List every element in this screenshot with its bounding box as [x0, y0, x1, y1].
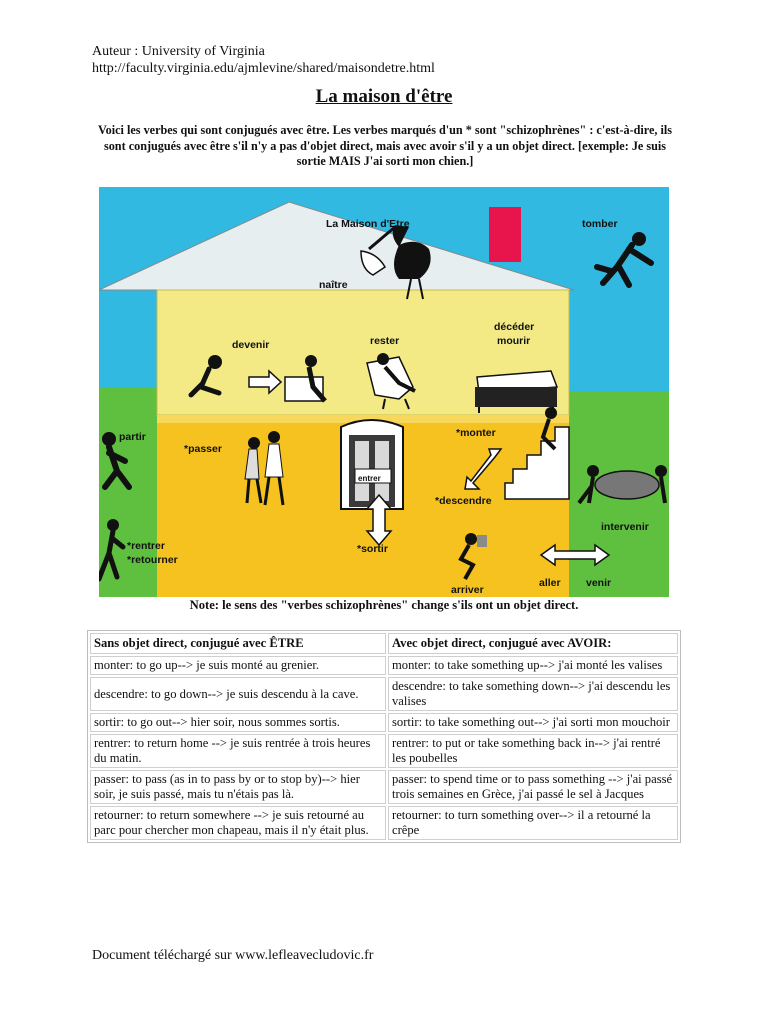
intro-paragraph: Voici les verbes qui sont conjugués avec être. Les verbes marqués d'un * sont "schizophrènes" : c'est-à-dire, ils sont conjugués avec être s'il n'y a pas d'objet direct, mais avec avoir s'il y a un objet direct. [exemple: Je suis sortie MAIS J'ai sorti mon chien.]	[97, 123, 673, 168]
page-title: La maison d'être	[315, 86, 453, 107]
source-url: http://faculty.virginia.edu/ajmlevine/shared/maisondetre.html	[92, 61, 435, 76]
verb-mourir: mourir	[497, 335, 531, 347]
etre-cell: monter: to go up--> je suis monté au grenier.	[90, 656, 386, 675]
avoir-cell: monter: to take something up--> j'ai monté les valises	[388, 656, 678, 675]
avoir-cell: rentrer: to put or take something back in--> j'ai rentré les poubelles	[388, 734, 678, 768]
etre-cell: sortir: to go out--> hier soir, nous sommes sortis.	[90, 713, 386, 732]
door-icon	[341, 420, 403, 509]
verb-partir: partir	[119, 431, 146, 443]
table-row	[90, 656, 678, 675]
chimney	[489, 207, 521, 262]
avoir-cell: sortir: to take something out--> j'ai sorti mon mouchoir	[388, 713, 678, 732]
etre-cell: descendre: to go down--> je suis descendu à la cave.	[90, 677, 386, 711]
etre-cell: passer: to pass (as in to pass by or to stop by)--> hier soir, je suis passé, mais tu n'étais pas là.	[90, 770, 386, 804]
verb-descendre: *descendre	[435, 495, 492, 507]
table-header-row	[90, 633, 678, 654]
table-row	[90, 770, 678, 804]
house-title-label: La Maison d'Etre	[326, 218, 410, 230]
verb-sortir: *sortir	[357, 543, 388, 555]
maison-illustration	[99, 187, 669, 597]
verb-devenir: devenir	[232, 339, 270, 351]
verb-intervenir: intervenir	[601, 521, 649, 533]
verb-rester: rester	[370, 335, 400, 347]
table-row	[90, 677, 678, 711]
download-footer: Document téléchargé sur www.lefleavecludovic.fr	[92, 948, 374, 963]
verb-venir: venir	[586, 577, 612, 589]
verb-arriver: arriver	[451, 584, 484, 596]
etre-cell: rentrer: to return home --> je suis rentrée à trois heures du matin.	[90, 734, 386, 768]
door-label: entrer	[358, 474, 381, 483]
verb-aller: aller	[539, 577, 561, 589]
verb-retourner: *retourner	[127, 554, 178, 566]
verb-passer: *passer	[184, 443, 222, 455]
author-line: Auteur : University of Virginia	[92, 44, 265, 59]
table-row	[90, 806, 678, 840]
verb-rentrer: *rentrer	[127, 540, 165, 552]
table-row	[90, 713, 678, 732]
header-etre: Sans objet direct, conjugué avec ÊTRE	[90, 633, 386, 654]
avoir-cell: passer: to spend time or to pass something --> j'ai passé trois semaines en Grèce, j'ai passé le sel à Jacques	[388, 770, 678, 804]
avoir-cell: retourner: to turn something over--> il a retourné la crêpe	[388, 806, 678, 840]
table-row	[90, 734, 678, 768]
verb-comparison-table	[87, 630, 681, 843]
house-drawing	[99, 187, 669, 597]
author-header	[92, 43, 435, 77]
avoir-cell: descendre: to take something down--> j'ai descendu les valises	[388, 677, 678, 711]
etre-cell: retourner: to return somewhere --> je suis retourné au parc pour chercher mon chapeau, mais il n'y était plus.	[90, 806, 386, 840]
verb-naitre: naître	[319, 279, 348, 291]
coffin-icon	[475, 371, 557, 413]
verb-tomber: tomber	[582, 218, 618, 230]
figure-note: Note: le sens des "verbes schizophrènes" change s'ils ont un objet direct.	[189, 598, 579, 612]
header-avoir: Avec objet direct, conjugué avec AVOIR:	[388, 633, 678, 654]
verb-monter: *monter	[456, 427, 496, 439]
verb-deceder: décéder	[494, 321, 535, 333]
